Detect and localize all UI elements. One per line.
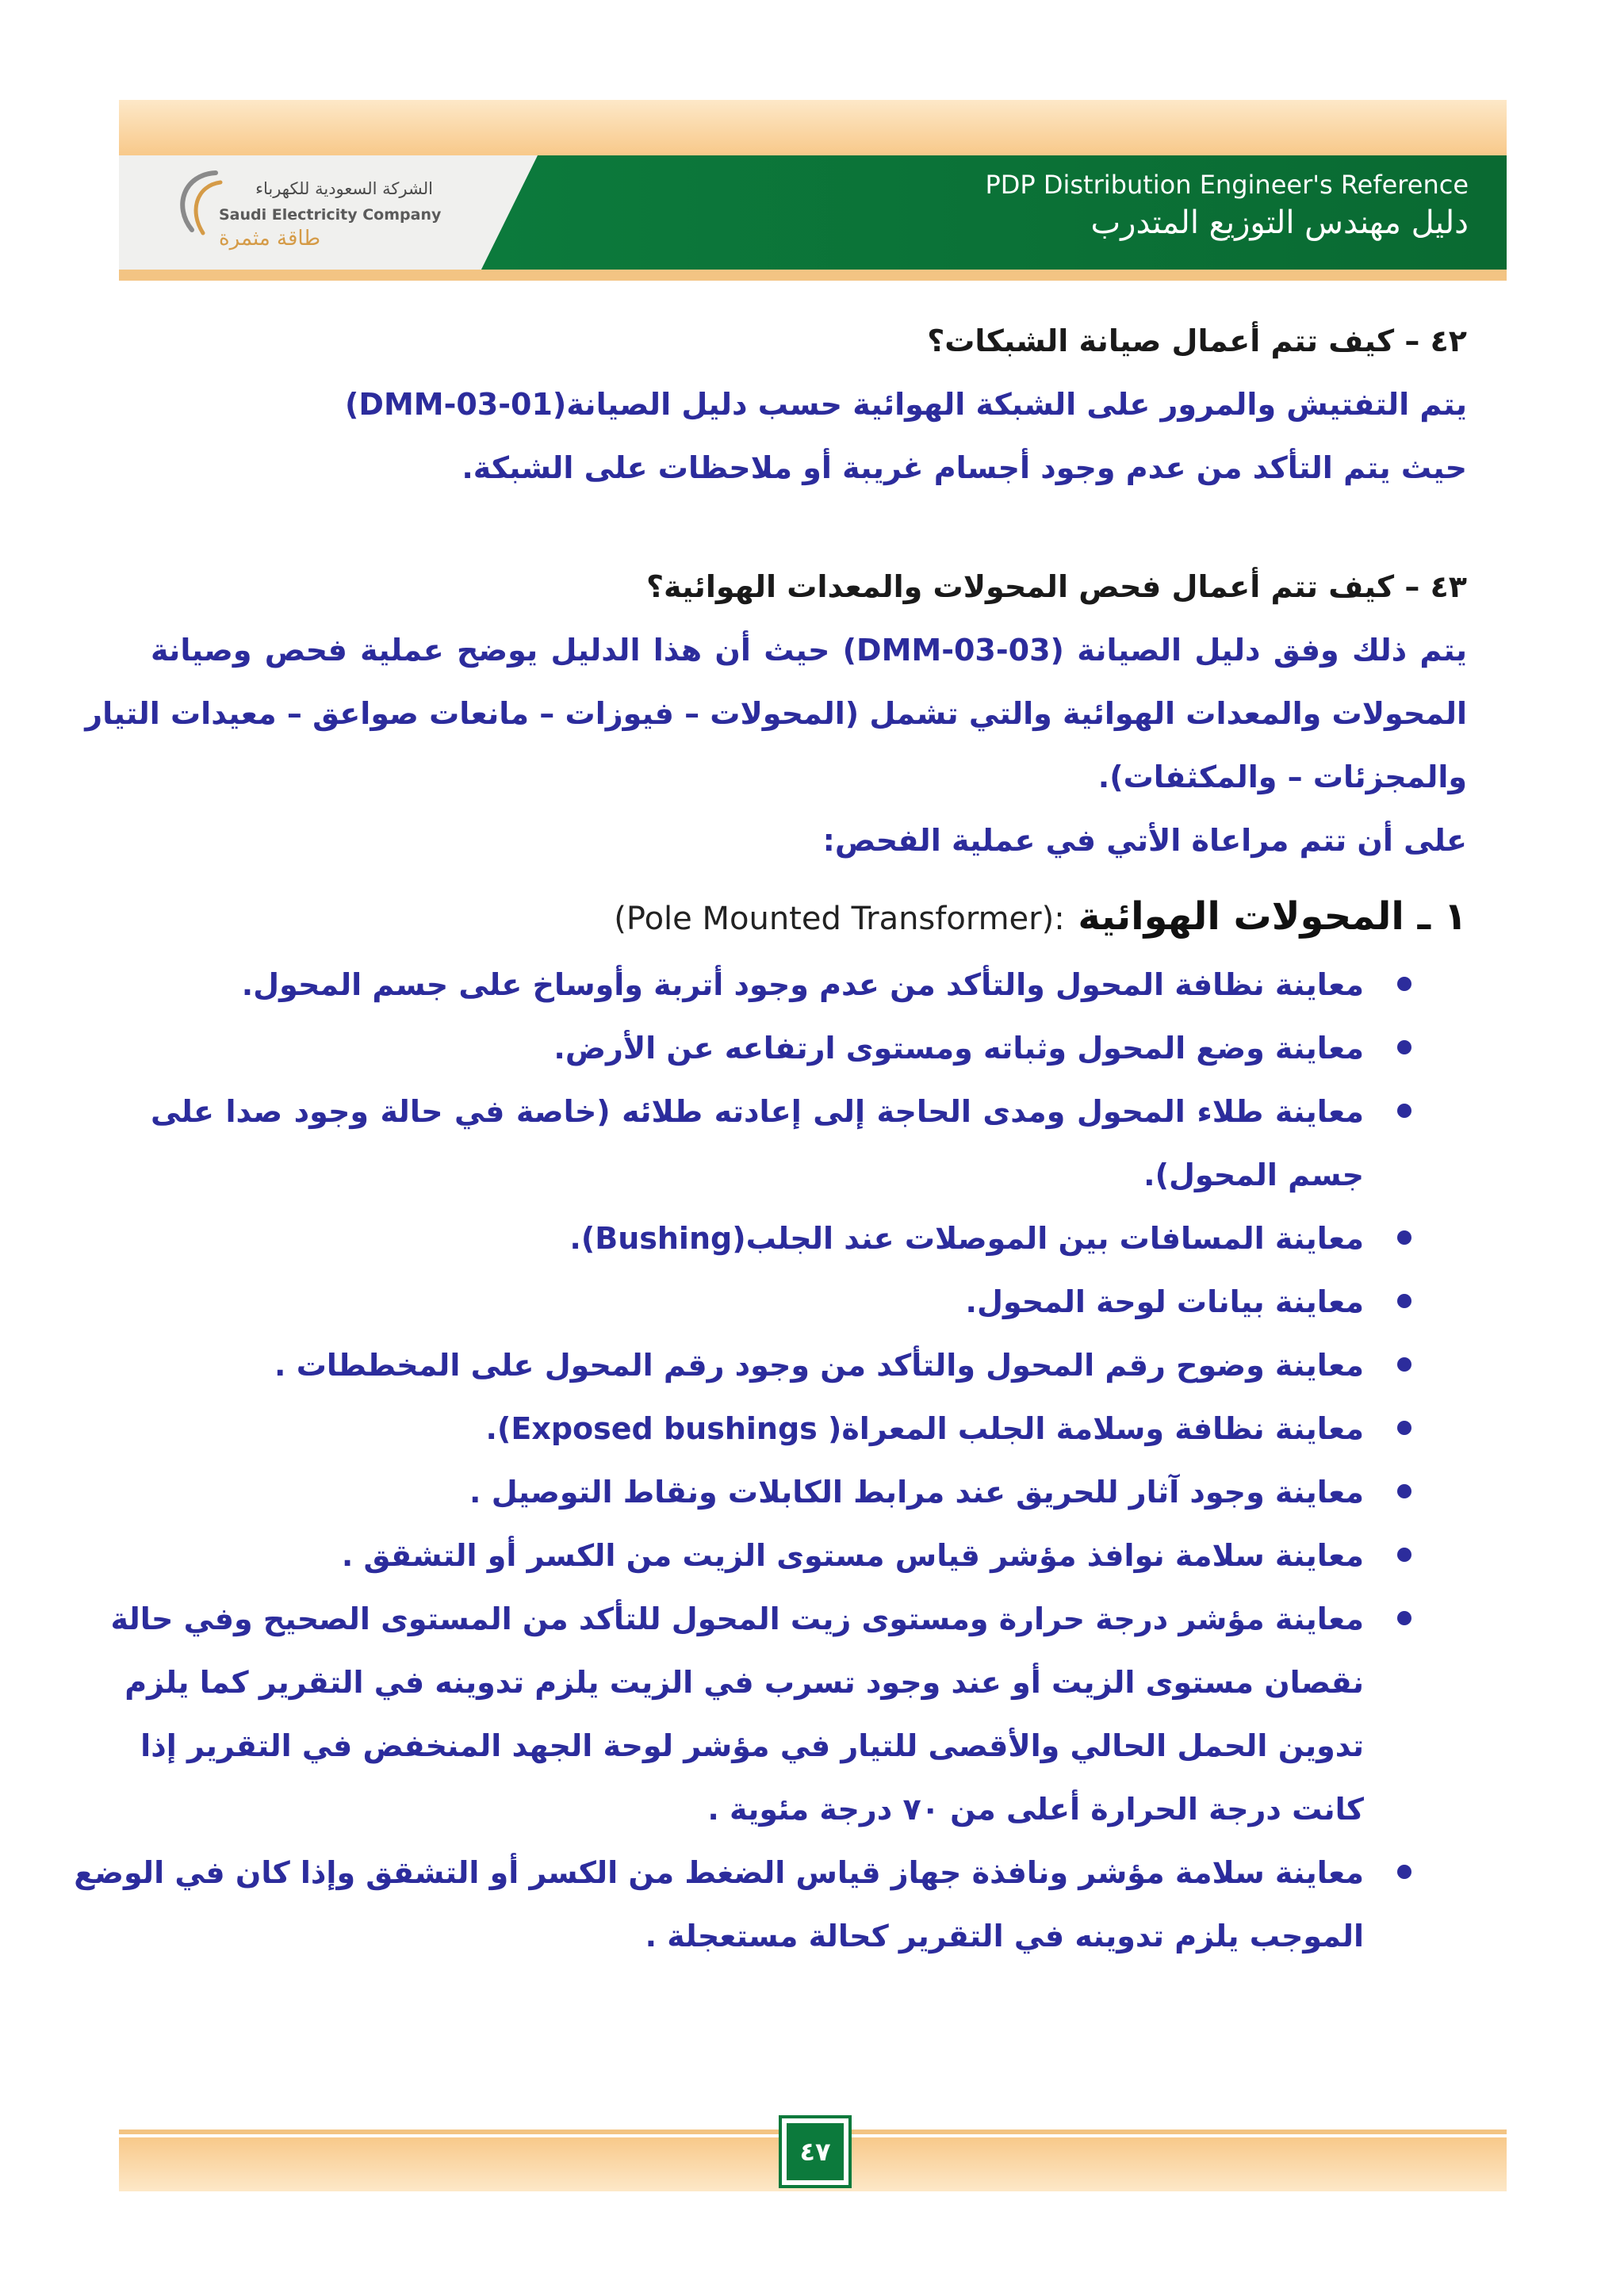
page-number-box	[779, 2115, 852, 2188]
bullet-icon	[1397, 1230, 1411, 1245]
header-bottom-stripe	[119, 270, 1507, 281]
question-42: ٤٢ – كيف تتم أعمال صيانة الشبكات؟	[927, 323, 1467, 358]
list-item: معاينة بيانات لوحة المحول.	[151, 1270, 1467, 1334]
answer-43-line-3: والمجزئات – والمكثفات).	[1097, 760, 1467, 794]
inspection-list	[74, 953, 1467, 1968]
list-item: معاينة نظافة المحول والتأكد من عدم وجود أتربة وأوساخ على جسم المحول.	[151, 953, 1467, 1016]
list-item: معاينة مؤشر درجة حرارة ومستوى زيت المحول للتأكد من المستوى الصحيح وفي حالة نقصان مستوى الزيت أو عند وجود تسرب في الزيت يلزم تدوينه في التقرير كما يلزم تدوين الحمل الحالي والأقصى للتيار في مؤشر لوحة الجهد المنخفض في التقرير إذا كانت درجة الحرارة أعلى من ٧٠ درجة مئوية .	[151, 1587, 1467, 1841]
list-item: معاينة نظافة وسلامة الجلب المعراة( Exposed bushings).	[151, 1397, 1467, 1460]
section-title-en: (Pole Mounted Transformer):	[614, 901, 1065, 937]
list-item: معاينة طلاء المحول ومدى الحاجة إلى إعادته طلائه (خاصة في حالة وجود صدا على جسم المحول).	[151, 1080, 1467, 1207]
answer-42-line-1: يتم التفتيش والمرور على الشبكة الهوائية حسب دليل الصيانة(DMM-03-01)	[345, 387, 1467, 422]
section-heading	[151, 880, 1467, 953]
bullet-icon	[1397, 1040, 1411, 1054]
list-item: معاينة المسافات بين الموصلات عند الجلب(Bushing).	[151, 1207, 1467, 1270]
list-item: معاينة سلامة مؤشر ونافذة جهاز قياس الضغط من الكسر أو التشقق وإذا كان في الوضع الموجب يلزم تدوينه في التقرير كحالة مستعجلة .	[151, 1841, 1467, 1968]
list-item: معاينة وضع المحول وثباته ومستوى ارتفاعه عن الأرض.	[151, 1016, 1467, 1080]
company-name-ar: الشركة السعودية للكهرباء	[255, 179, 433, 198]
section-number: ١ ـ	[1417, 894, 1467, 939]
answer-43-line-2: المحولات والمعدات الهوائية والتي تشمل (المحولات – فيوزات – مانعات صواعق – معيدات التيار	[85, 696, 1467, 731]
question-43: ٤٣ – كيف تتم أعمال فحص المحولات والمعدات الهوائية؟	[645, 569, 1467, 604]
bullet-icon	[1397, 1611, 1411, 1625]
company-tagline: طاقة مثمرة	[219, 227, 321, 251]
header-title-ar: دليل مهندس التوزيع المتدرب	[1090, 205, 1469, 241]
bullet-icon	[1397, 1294, 1411, 1308]
bullet-icon	[1397, 1104, 1411, 1118]
company-name-en: Saudi Electricity Company	[219, 206, 442, 224]
answer-42-line-2: حيث يتم التأكد من عدم وجود أجسام غريبة أو ملاحظات على الشبكة.	[462, 450, 1467, 485]
bullet-icon	[1397, 1865, 1411, 1879]
list-item: معاينة سلامة نوافذ مؤشر قياس مستوى الزيت من الكسر أو التشقق .	[151, 1524, 1467, 1587]
list-item: معاينة وجود آثار للحريق عند مرابط الكابلات ونقاط التوصيل .	[151, 1460, 1467, 1524]
page-content	[74, 309, 1467, 1968]
answer-43-line-4: على أن تتم مراعاة الأتي في عملية الفحص:	[822, 823, 1467, 858]
bullet-icon	[1397, 977, 1411, 991]
bullet-icon	[1397, 1421, 1411, 1435]
page-number: ٤٧	[787, 2123, 844, 2180]
header-top-stripe	[119, 100, 1507, 155]
answer-43-line-1: يتم ذلك وفق دليل الصيانة (DMM-03-03) حيث أن هذا الدليل يوضح عملية فحص وصيانة	[151, 633, 1467, 668]
list-item: معاينة وضوح رقم المحول والتأكد من وجود رقم المحول على المخططات .	[151, 1334, 1467, 1397]
bullet-icon	[1397, 1548, 1411, 1562]
section-title-ar: المحولات الهوائية	[1078, 894, 1404, 939]
header-title-en: PDP Distribution Engineer's Reference	[985, 170, 1469, 200]
bullet-icon	[1397, 1484, 1411, 1498]
bullet-icon	[1397, 1357, 1411, 1372]
